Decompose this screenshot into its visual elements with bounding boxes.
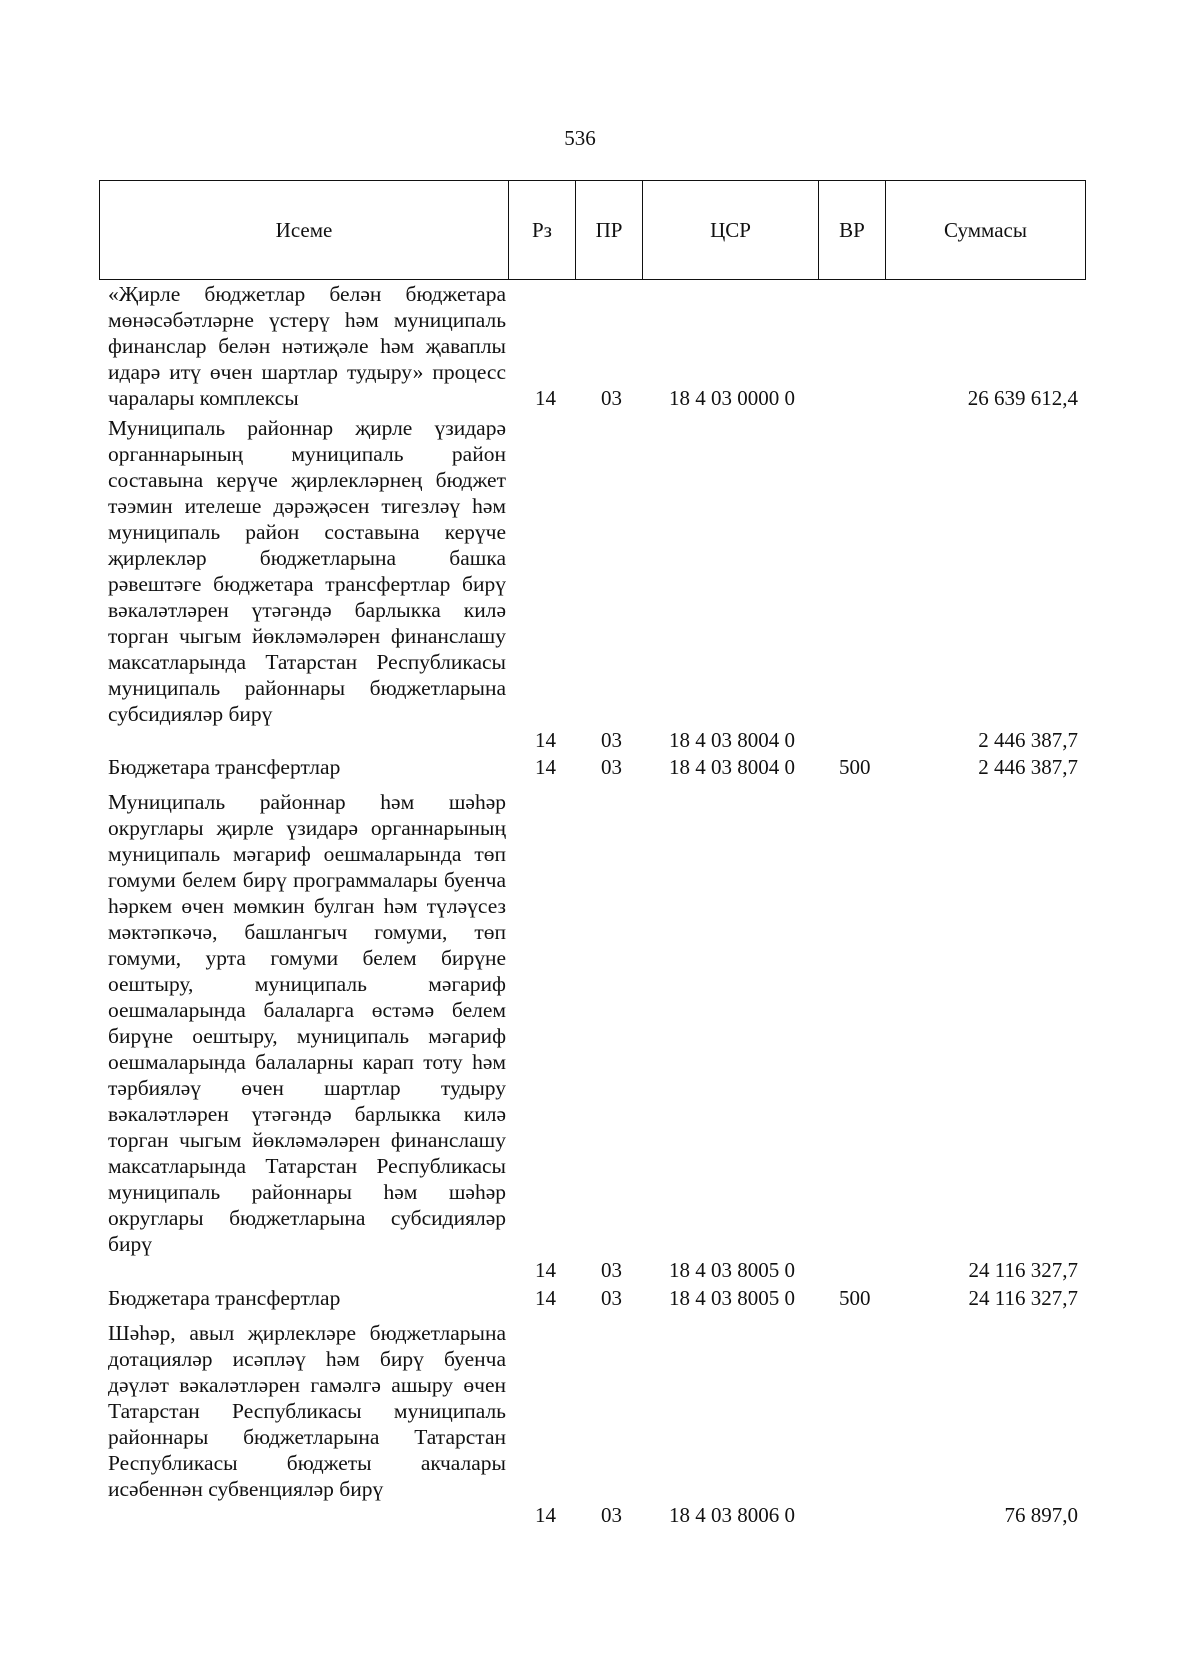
row-pr: 03 (601, 1258, 622, 1282)
table-row (0, 785, 1200, 1285)
header-pr: ПР (576, 181, 643, 280)
row-pr: 03 (601, 386, 622, 410)
row-sum: 2 446 387,7 (978, 728, 1078, 752)
row-rz: 14 (535, 386, 556, 410)
row-rz: 14 (535, 1258, 556, 1282)
row-rz: 14 (535, 1503, 556, 1527)
row-vr: 500 (839, 1286, 871, 1310)
row-csr: 18 4 03 8005 0 (669, 1258, 795, 1282)
header-rz: Рз (509, 181, 576, 280)
row-name: «Җирле бюджетлар белән бюджетара мөнәсәбәтләрне үстерү һәм муниципаль финанслар белән нәтиҗәле һәм җаваплы идарә итү өчен шартлар тудыру» процесс чаралары комплексы (108, 282, 506, 410)
header-vr: ВР (819, 181, 886, 280)
row-pr: 03 (601, 728, 622, 752)
row-csr: 18 4 03 8004 0 (669, 755, 795, 779)
row-pr: 03 (601, 755, 622, 779)
row-csr: 18 4 03 8004 0 (669, 728, 795, 752)
row-csr: 18 4 03 8005 0 (669, 1286, 795, 1310)
table-row (0, 281, 1200, 411)
row-pr: 03 (601, 1503, 622, 1527)
row-sum: 24 116 327,7 (968, 1286, 1078, 1310)
row-rz: 14 (535, 1286, 556, 1310)
row-sum: 26 639 612,4 (967, 386, 1078, 410)
table-row (0, 1316, 1200, 1530)
row-name: Шәһәр, авыл җирлекләре бюджетларына дотацияләр исәпләү һәм бирү буенча дәүләт вәкаләтләрен гамәлгә ашыру өчен Татарстан Республикасы муниципаль районнары бюджетларына Татарстан Республикасы бюджеты акчалары исәбеннән субвенцияләр бирү (108, 1321, 506, 1501)
row-rz: 14 (535, 728, 556, 752)
table-row (0, 1285, 1200, 1316)
row-sum: 2 446 387,7 (978, 755, 1078, 779)
table-row (0, 411, 1200, 754)
table-header (99, 180, 1086, 280)
row-csr: 18 4 03 8006 0 (669, 1503, 795, 1527)
row-pr: 03 (601, 1286, 622, 1310)
row-name: Бюджетара трансфертлар (108, 755, 341, 779)
header-sum: Суммасы (886, 181, 1086, 280)
row-name: Муниципаль районнар һәм шәһәр округлары җирле үзидарә органнарының муниципаль мәгариф оешмаларында төп гомуми белем бирү программалары буенча һәркем өчен мөмкин булган һәм түләүсез мәктәпкәчә, башлангыч гомуми, төп гомуми, урта гомуми белем бирүне оештыру, муниципаль мәгариф оешмаларында балаларга өстәмә белем бирүне оештыру, муниципаль мәгариф оешмаларында балаларны карап тоту һәм тәрбияләү өчен шартлар тудыру вәкаләтләрен үтәгәндә барлыкка килә торган чыгым йөкләмәләрен финанслашу максатларында Татарстан Республикасы муниципаль районнары һәм шәһәр округлары бюджетларына субсидияләр бирү (108, 790, 506, 1256)
header-name: Исеме (100, 181, 509, 280)
row-sum: 76 897,0 (1004, 1503, 1078, 1527)
row-name: Бюджетара трансфертлар (108, 1286, 341, 1310)
table-row (0, 754, 1200, 785)
row-rz: 14 (535, 755, 556, 779)
row-csr: 18 4 03 0000 0 (669, 386, 795, 410)
row-sum: 24 116 327,7 (968, 1258, 1078, 1282)
row-name: Муниципаль районнар җирле үзидарә органнарының муниципаль район составына керүче җирлекләрнең бюджет тәэмин ителеше дәрәҗәсен тигезләү һәм муниципаль район составына керүче җирлекләр бюджетларына башка рәвештәге бюджетара трансфертлар бирү вәкаләтләрен үтәгәндә барлыкка килә торган чыгым йөкләмәләрен финанслашу максатларында Татарстан Республикасы муниципаль районнары бюджетларына субсидияләр бирү (108, 416, 506, 726)
page-number: 536 (564, 126, 596, 150)
row-vr: 500 (839, 755, 871, 779)
table-body (0, 281, 1200, 1530)
header-csr: ЦСР (643, 181, 819, 280)
